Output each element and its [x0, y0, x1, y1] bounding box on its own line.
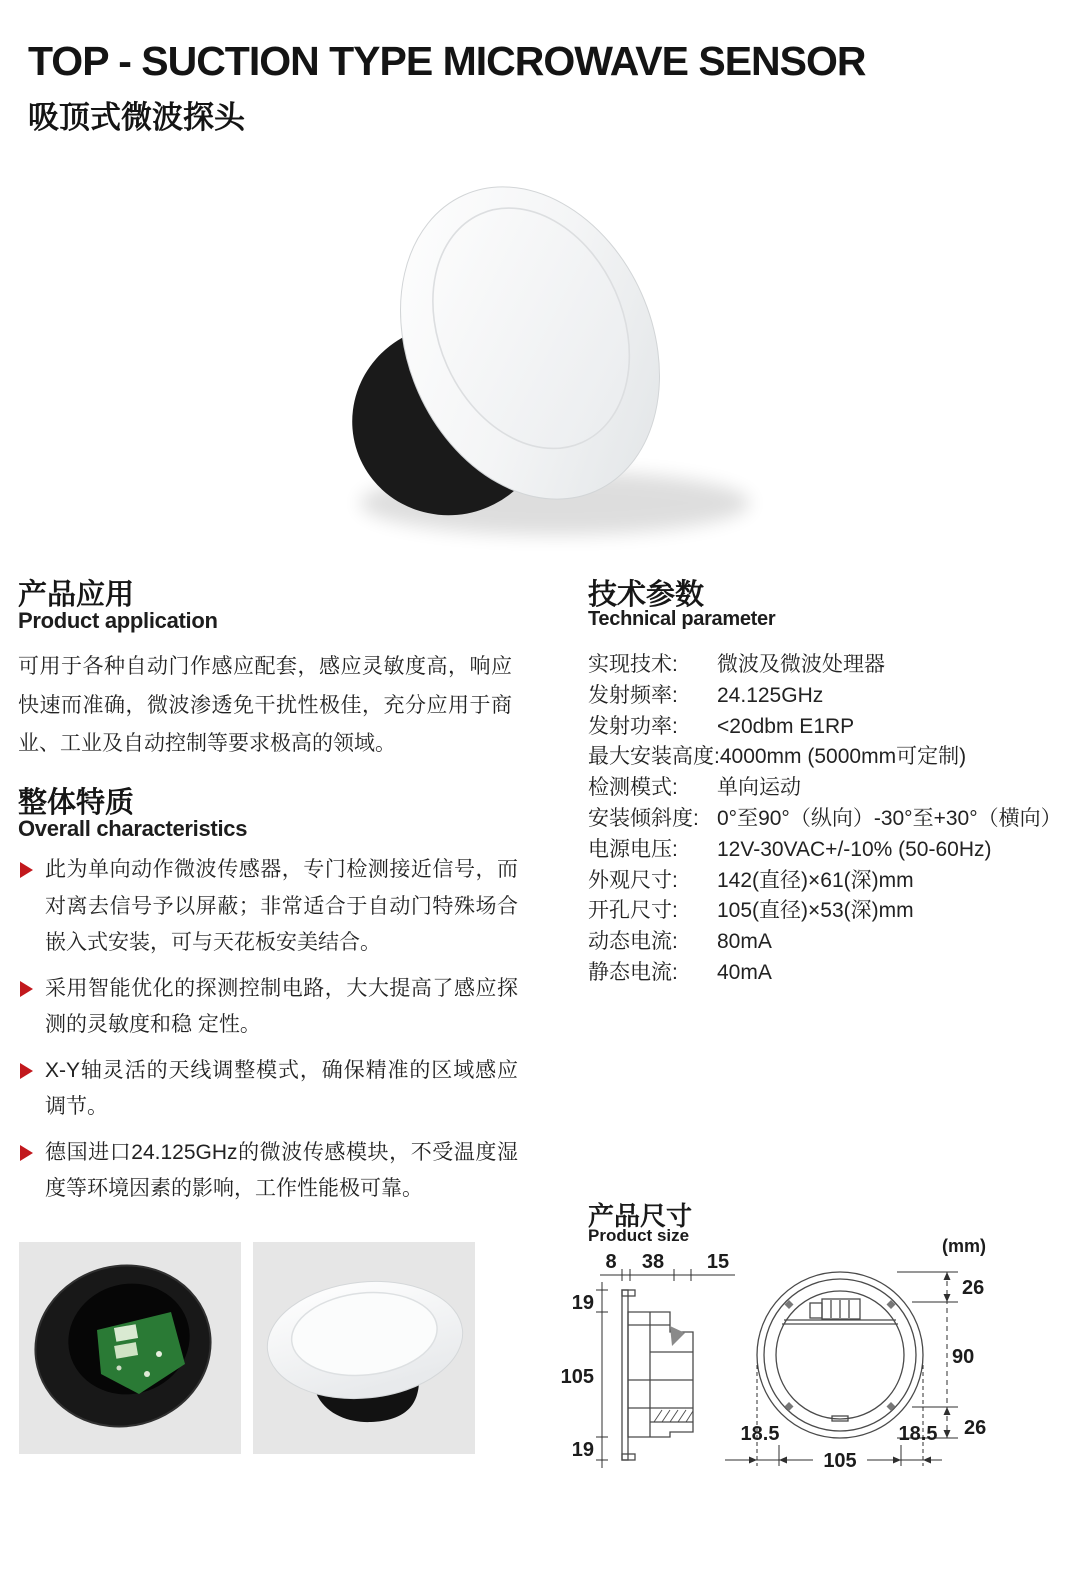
product-photo-main [290, 158, 780, 563]
dim-bottom-105: 105 [823, 1450, 857, 1472]
top-view-drawing [757, 1272, 923, 1438]
bullet-arrow-icon [20, 862, 33, 878]
bullet-text: 此为单向动作微波传感器，专门检测接近信号，而对离去信号予以屏蔽；非常适合于自动门特殊场合嵌入式安装，可与天花板安美结合。 [45, 858, 518, 954]
bullet-text: 德国进口24.125GHz的微波传感模块，不受温度湿度等环境因素的影响，工作性能极可靠。 [45, 1140, 518, 1200]
table-row [588, 958, 1066, 989]
spec-value: 微波及微波处理器 [717, 653, 885, 676]
table-row [588, 650, 1066, 681]
spec-label: 开孔尺寸: [588, 899, 678, 923]
section-heading-product-size-en: Product size [588, 1226, 690, 1245]
bullet-arrow-icon [20, 1063, 33, 1079]
spec-label: 发射频率: [588, 683, 678, 707]
spec-label: 外观尺寸: [588, 868, 678, 892]
table-row [588, 927, 1066, 958]
side-view-drawing [622, 1290, 693, 1460]
table-row [588, 866, 1066, 897]
section-heading-overall-characteristics-cn: 整体特质 [18, 787, 135, 819]
dim-top-right-26-bottom: 26 [964, 1417, 987, 1439]
spec-value: 80mA [717, 930, 772, 954]
table-row [588, 742, 1066, 773]
dim-top-right-26-top: 26 [962, 1277, 985, 1299]
list-item [18, 1135, 518, 1208]
list-item [18, 971, 518, 1044]
page-title-chinese: 吸顶式微波探头 [28, 100, 245, 135]
top-view-right-dimensions [897, 1272, 958, 1438]
spec-value: 4000mm (5000mm可定制) [719, 745, 967, 769]
spec-label: 实现技术: [588, 653, 678, 676]
list-item [18, 1053, 518, 1126]
list-item [18, 852, 518, 962]
dim-bottom-18-5-left: 18.5 [740, 1423, 780, 1445]
spec-value: 24.125GHz [717, 683, 824, 707]
product-photo-back-housing [19, 1242, 241, 1454]
dimension-drawing [560, 1230, 1080, 1492]
table-row [588, 712, 1066, 743]
bullet-arrow-icon [20, 981, 33, 997]
spec-value: 0°至90°（纵向）-30°至+30°（横向） [717, 806, 1062, 830]
spec-label: 静态电流: [588, 960, 678, 984]
product-photo-front-cover [253, 1242, 475, 1454]
spec-value: 105(直径)×53(深)mm [717, 899, 914, 923]
spec-value: <20dbm E1RP [717, 714, 855, 738]
spec-value: 单向运动 [717, 776, 801, 800]
characteristics-bullet-list [18, 852, 518, 1217]
spec-label: 动态电流: [588, 930, 678, 954]
spec-label: 最大安装高度: [588, 745, 720, 769]
table-row [588, 773, 1066, 804]
dim-side-left-19-bottom: 19 [571, 1439, 594, 1461]
section-heading-product-application-cn: 产品应用 [18, 579, 135, 611]
spec-value: 142(直径)×61(深)mm [717, 868, 914, 892]
dim-side-left-105: 105 [560, 1366, 594, 1388]
side-view-dimensions [596, 1269, 735, 1468]
product-application-paragraph: 可用于各种自动门作感应配套，感应灵敏度高，响应快速而准确，微波渗透免干扰性极佳，充分应用于商业、工业及自动控制等要求极高的领域。 [18, 655, 512, 755]
bullet-text: X-Y轴灵活的天线调整模式，确保精准的区域感应调节。 [45, 1058, 518, 1118]
bullet-text: 采用智能优化的探测控制电路，大大提高了感应探测的灵敏度和稳 定性。 [45, 976, 518, 1036]
dim-unit-mm: (mm) [942, 1236, 986, 1256]
dim-top-right-90: 90 [952, 1346, 975, 1368]
dim-side-top-8: 8 [605, 1251, 617, 1273]
table-row [588, 804, 1066, 835]
spec-label: 检测模式: [588, 776, 678, 800]
spec-label: 发射功率: [588, 714, 678, 738]
dim-bottom-18-5-right: 18.5 [898, 1423, 938, 1445]
section-heading-product-application-en: Product application [18, 608, 218, 633]
section-heading-technical-parameter-en: Technical parameter [588, 608, 776, 630]
dim-side-top-15: 15 [706, 1251, 730, 1273]
page-title-english: TOP - SUCTION TYPE MICROWAVE SENSOR [28, 38, 866, 84]
section-heading-technical-parameter-cn: 技术参数 [588, 579, 705, 611]
section-heading-product-size-cn: 产品尺寸 [588, 1201, 693, 1231]
spec-label: 安装倾斜度: [588, 806, 699, 830]
spec-table [588, 650, 1066, 989]
spec-value: 12V-30VAC+/-10% (50-60Hz) [717, 837, 992, 861]
table-row [588, 835, 1066, 866]
table-row [588, 681, 1066, 712]
section-heading-overall-characteristics-en: Overall characteristics [18, 816, 248, 841]
bullet-arrow-icon [20, 1145, 33, 1161]
spec-label: 电源电压: [588, 837, 678, 861]
dim-side-left-19-top: 19 [571, 1292, 594, 1314]
spec-value: 40mA [717, 960, 772, 984]
dim-side-top-38: 38 [641, 1251, 665, 1273]
table-row [588, 896, 1066, 927]
